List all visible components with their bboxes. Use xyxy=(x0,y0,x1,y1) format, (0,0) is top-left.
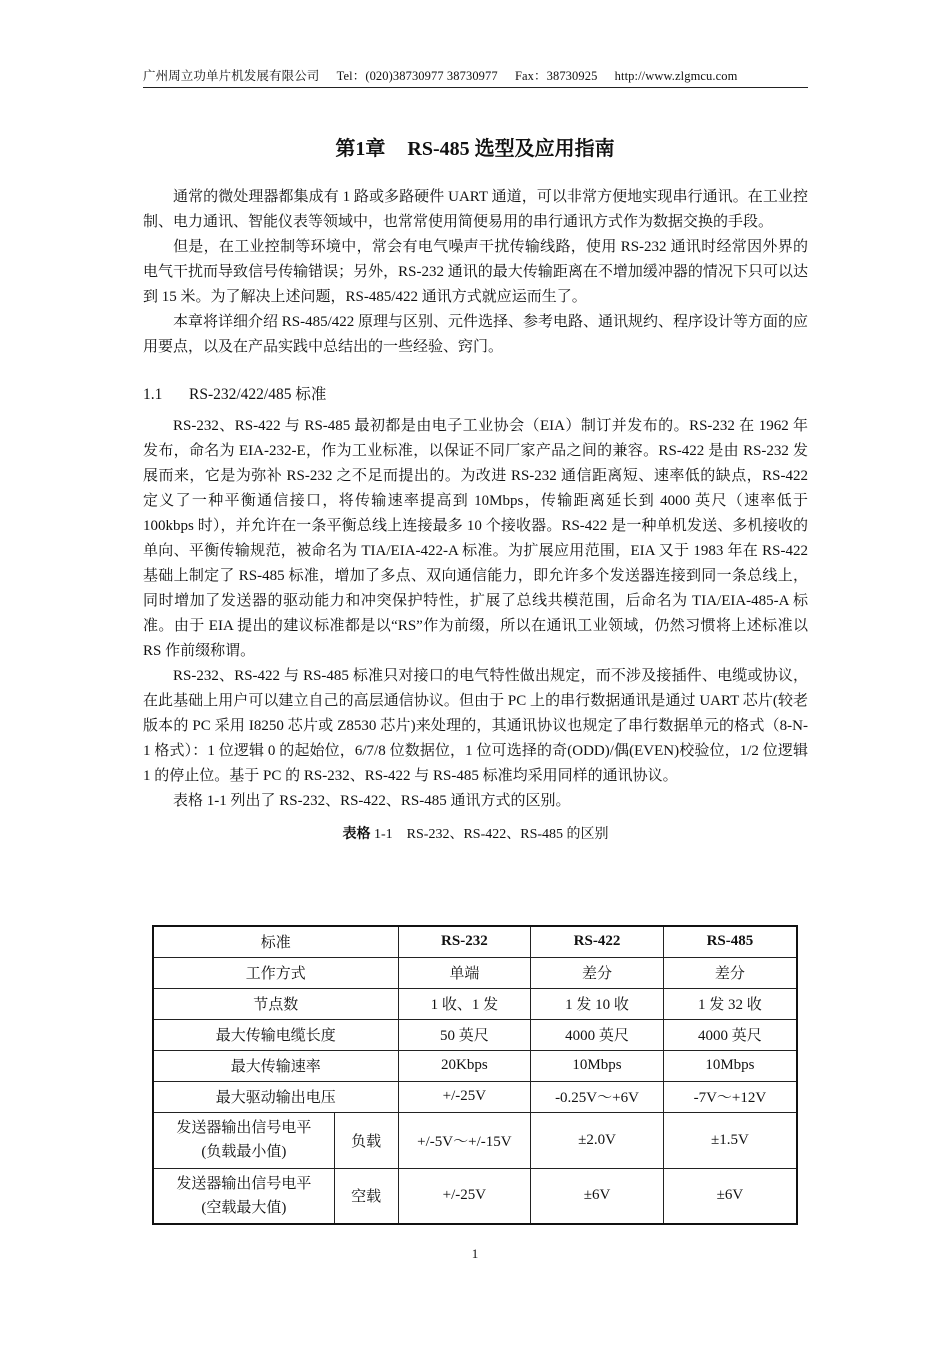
row-label xyxy=(153,1168,334,1224)
row-label-line2: (空载最大值) xyxy=(201,1199,287,1216)
row-label: 节点数 xyxy=(153,988,398,1019)
table-row xyxy=(153,1081,797,1112)
table-row xyxy=(153,1050,797,1081)
header-url: http://www.zlgmcu.com xyxy=(614,69,738,83)
cell-rs485: 4000 英尺 xyxy=(663,1019,797,1050)
cell-rs232: 50 英尺 xyxy=(398,1019,531,1050)
row-label-line1: 发送器输出信号电平 xyxy=(176,1120,312,1136)
body-paragraph-3: 表格 1-1 列出了 RS-232、RS-422、RS-485 通讯方式的区别。 xyxy=(173,793,571,809)
intro-paragraph-1: 通常的微处理器都集成有 1 路或多路硬件 UART 通道，可以非常方便地实现串行通讯。在工业控制、电力通讯、智能仪表等领域中，也常常使用简便易用的串行通讯方式作为数据交换的手段。 xyxy=(143,189,808,230)
cell-rs422: 1 发 10 收 xyxy=(531,988,664,1019)
table-row xyxy=(153,957,797,988)
header-standard: 标准 xyxy=(153,926,398,957)
row-label: 最大传输电缆长度 xyxy=(153,1019,398,1050)
header-fax: Fax：38730925 xyxy=(514,69,598,83)
row-label xyxy=(153,1112,334,1168)
cell-rs232: +/-25V xyxy=(398,1168,531,1224)
cell-rs232: +/-25V xyxy=(398,1081,531,1112)
table-row xyxy=(153,988,797,1019)
body-paragraph-2: RS-232、RS-422 与 RS-485 标准只对接口的电气特性做出规定，而不涉及接插件、电缆或协议，在此基础上用户可以建立自己的高层通信协议。但由于 PC 上的串行数据通讯是通过 UART 芯片(较老版本的 PC 采用 I8250 芯片或 Z8530 芯片)来处理的，其通讯协议也规定了串行数据单元的格式（8-N-1 格式）：1 位逻辑 0 的起始位，6/7/8 位数据位，1 位可选择的奇(ODD)/偶(EVEN)校验位，1/2 位逻辑 1 的停止位。基于 PC 的 RS-232、RS-422 与 RS-485 标准均采用同样的通讯协议。 xyxy=(143,668,808,784)
table-header-row xyxy=(153,926,797,957)
row-label: 最大驱动输出电压 xyxy=(153,1081,398,1112)
intro-paragraph-3: 本章将详细介绍 RS-485/422 原理与区别、元件选择、参考电路、通讯规约、程序设计等方面的应用要点，以及在产品实践中总结出的一些经验、窍门。 xyxy=(143,314,809,355)
header-tel: Tel：(020)38730977 38730977 xyxy=(336,69,498,83)
cell-rs232: 单端 xyxy=(398,957,531,988)
header-rs232: RS-232 xyxy=(398,926,531,957)
table-row xyxy=(153,1112,797,1168)
row-label-line2: (负载最小值) xyxy=(201,1144,287,1160)
cell-rs232: 20Kbps xyxy=(398,1050,531,1081)
cell-rs422: 差分 xyxy=(531,957,664,988)
section-heading xyxy=(143,382,808,408)
cell-rs422: ±2.0V xyxy=(531,1112,664,1168)
row-label: 工作方式 xyxy=(153,957,398,988)
table-caption-text: RS-232、RS-422、RS-485 的区别 xyxy=(406,827,609,842)
row-label-line1: 发送器输出信号电平 xyxy=(176,1175,312,1192)
page-header xyxy=(143,66,808,88)
header-rs422: RS-422 xyxy=(531,926,664,957)
table-row xyxy=(153,1168,797,1224)
chapter-number: 第1章 xyxy=(335,138,386,160)
chapter-title-text: RS-485 选型及应用指南 xyxy=(407,138,615,160)
cell-rs485: 10Mbps xyxy=(663,1050,797,1081)
row-sublabel: 空载 xyxy=(334,1168,398,1224)
comparison-table xyxy=(152,925,798,1225)
body-paragraph-1: RS-232、RS-422 与 RS-485 最初都是由电子工业协会（EIA）制订并发布的。RS-232 在 1962 年发布，命名为 EIA-232-E，作为工业标准，以保证不同厂家产品之间的兼容。RS-422 是由 RS-232 发展而来，它是为弥补 RS-232 之不足而提出的。为改进 RS-232 通信距离短、速率低的缺点，RS-422 定义了一种平衡通信接口，将传输速率提高到 10Mbps，传输距离延长到 4000 英尺（速率低于 100kbps 时），并允许在一条平衡总线上连接最多 10 个接收器。RS-422 是一种单机发送、多机接收的单向、平衡传输规范，被命名为 TIA/EIA-422-A 标准。为扩展应用范围，EIA 又于 1983 年在 RS-422 基础上制定了 RS-485 标准，增加了多点、双向通信能力，即允许多个发送器连接到同一条总线上，同时增加了发送器的驱动能力和冲突保护特性，扩展了总线共模范围，后命名为 TIA/EIA-485-A 标准。由于 EIA 提出的建议标准都是以“RS”作为前缀，所以在通讯工业领域，仍然习惯将上述标准以 RS 作前缀称谓。 xyxy=(143,418,808,659)
cell-rs232: 1 收、1 发 xyxy=(398,988,531,1019)
cell-rs422: ±6V xyxy=(531,1168,664,1224)
cell-rs422: -0.25V～+6V xyxy=(531,1081,664,1112)
page-content xyxy=(143,185,808,858)
header-company: 广州周立功单片机发展有限公司 xyxy=(143,69,320,83)
row-sublabel: 负载 xyxy=(334,1112,398,1168)
table-caption-label: 表格 xyxy=(342,827,371,842)
table-caption xyxy=(143,824,808,846)
cell-rs485: 1 发 32 收 xyxy=(663,988,797,1019)
cell-rs422: 4000 英尺 xyxy=(531,1019,664,1050)
cell-rs485: ±6V xyxy=(663,1168,797,1224)
cell-rs485: 差分 xyxy=(663,957,797,988)
cell-rs485: -7V～+12V xyxy=(663,1081,797,1112)
intro-paragraph-2: 但是，在工业控制等环境中，常会有电气噪声干扰传输线路，使用 RS-232 通讯时经常因外界的电气干扰而导致信号传输错误；另外，RS-232 通讯的最大传输距离在不增加缓冲器的情况下只可以达到 15 米。为了解决上述问题，RS-485/422 通讯方式就应运而生了。 xyxy=(143,239,808,305)
section-title: RS-232/422/485 标准 xyxy=(189,386,327,403)
table-caption-number: 1-1 xyxy=(373,827,393,842)
cell-rs232: +/-5V～+/-15V xyxy=(398,1112,531,1168)
cell-rs485: ±1.5V xyxy=(663,1112,797,1168)
header-rs485: RS-485 xyxy=(663,926,797,957)
section-number: 1.1 xyxy=(143,386,163,403)
cell-rs422: 10Mbps xyxy=(531,1050,664,1081)
row-label: 最大传输速率 xyxy=(153,1050,398,1081)
page-number: 1 xyxy=(471,1246,479,1261)
table-row xyxy=(153,1019,797,1050)
chapter-title xyxy=(0,134,950,164)
